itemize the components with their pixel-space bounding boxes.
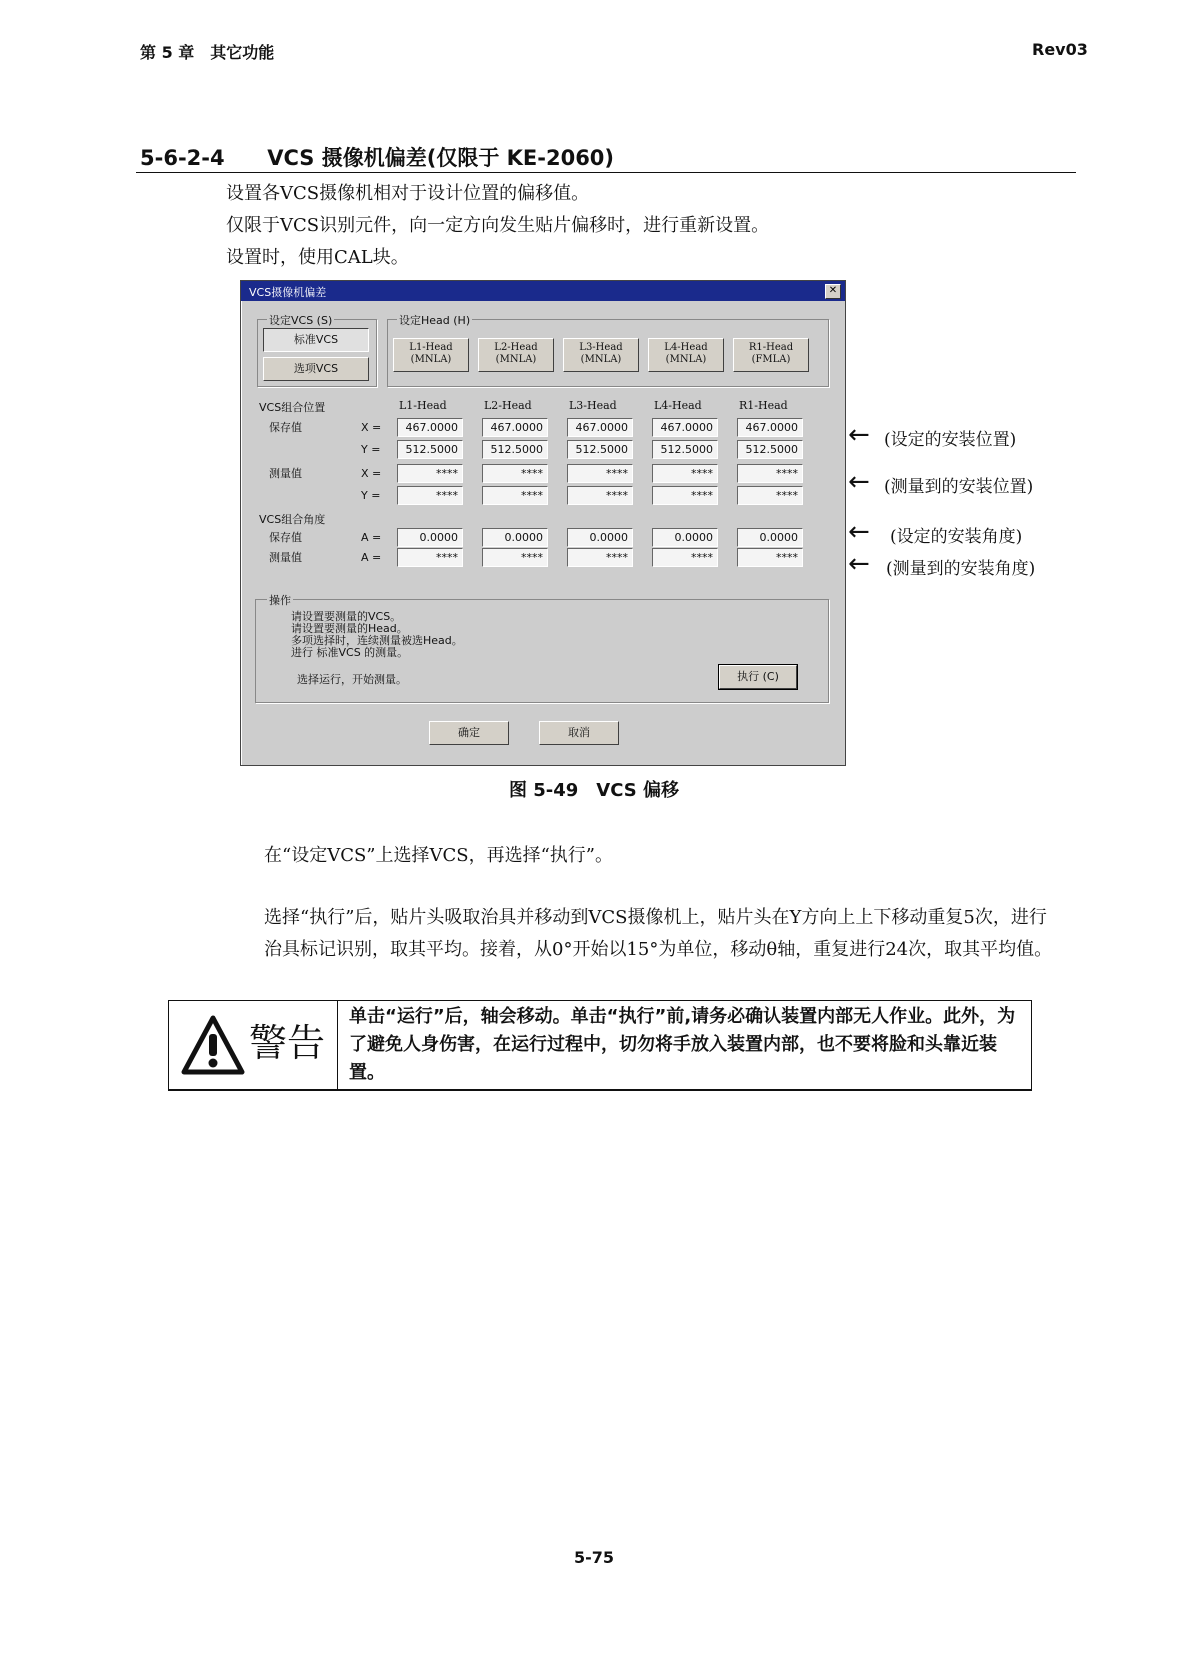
column-header: L3-Head	[569, 399, 617, 412]
execute-button[interactable]: 执行 (C)	[719, 665, 797, 689]
head-button-name: L4-Head	[664, 342, 708, 353]
y-label: Y =	[361, 443, 381, 456]
measured-x-field: ****	[737, 464, 803, 483]
saved-y-field[interactable]: 512.5000	[482, 440, 548, 459]
intro-line: 设置时，使用CAL块。	[226, 247, 409, 268]
saved-angle-field[interactable]: 0.0000	[567, 528, 633, 547]
head-button-l3[interactable]	[563, 338, 639, 372]
cancel-button[interactable]: 取消	[539, 721, 619, 745]
head-button-type: (MNLA)	[495, 354, 537, 365]
measured-x-field: ****	[397, 464, 463, 483]
measured-angle-field: ****	[397, 548, 463, 567]
section-name: VCS 摄像机偏差(仅限于 KE-2060)	[267, 146, 615, 170]
arrow-left-icon: ←	[848, 549, 870, 579]
saved-x-field[interactable]: 467.0000	[567, 418, 633, 437]
head-button-r1[interactable]	[733, 338, 809, 372]
saved-y-field[interactable]: 512.5000	[652, 440, 718, 459]
warning-label: 警告	[249, 1021, 326, 1065]
head-button-name: L3-Head	[579, 342, 623, 353]
saved-angle-label: 保存值	[269, 531, 302, 544]
x-label: X =	[361, 467, 382, 480]
measured-y-field: ****	[397, 486, 463, 505]
close-button[interactable]: ✕	[825, 284, 841, 299]
head-button-l4[interactable]	[648, 338, 724, 372]
dialog-title: VCS摄像机偏差	[249, 286, 327, 299]
intro-line: 仅限于VCS识别元件，向一定方向发生贴片偏移时，进行重新设置。	[226, 215, 770, 236]
measured-angle-field: ****	[567, 548, 633, 567]
saved-angle-field[interactable]: 0.0000	[737, 528, 803, 547]
chapter-header: 第 5 章 其它功能	[140, 43, 275, 62]
measured-y-field: ****	[567, 486, 633, 505]
x-label: X =	[361, 421, 382, 434]
measured-x-field: ****	[652, 464, 718, 483]
vcs-offset-dialog	[240, 280, 846, 766]
set-vcs-label: 设定VCS (S)	[269, 314, 333, 327]
head-button-type: (FMLA)	[751, 354, 791, 365]
arrow-left-icon: ←	[848, 420, 870, 450]
option-vcs-button[interactable]: 选项VCS	[263, 357, 369, 381]
operation-line: 请设置要测量的VCS。	[291, 610, 402, 623]
operation-label: 操作	[269, 594, 291, 607]
saved-x-field[interactable]: 467.0000	[397, 418, 463, 437]
column-header: L2-Head	[484, 399, 532, 412]
operation-line: 进行 标准VCS 的测量。	[291, 646, 409, 659]
measured-angle-field: ****	[652, 548, 718, 567]
section-title	[140, 142, 614, 172]
measured-y-field: ****	[652, 486, 718, 505]
head-button-name: L2-Head	[494, 342, 538, 353]
saved-x-field[interactable]: 467.0000	[737, 418, 803, 437]
column-header: L1-Head	[399, 399, 447, 412]
body-paragraph: 选择“执行”后，贴片头吸取治具并移动到VCS摄像机上，贴片头在Y方向上上下移动重复5次，进行治具标记识别，取其平均。接着，从0°开始以15°为单位，移动θ轴，重复进行24次，取其平均值。	[264, 907, 1053, 960]
annotation-set-position: (设定的安装位置)	[884, 430, 1017, 450]
figure-caption: 图 5-49 VCS 偏移	[508, 780, 679, 801]
column-header: L4-Head	[654, 399, 702, 412]
head-button-l1[interactable]	[393, 338, 469, 372]
arrow-left-icon: ←	[848, 517, 870, 547]
section-number: 5-6-2-4	[140, 146, 225, 170]
annotation-measured-angle: (测量到的安装角度)	[886, 559, 1036, 579]
revision-label: Rev03	[1032, 40, 1088, 59]
operation-line: 请设置要测量的Head。	[291, 622, 408, 635]
saved-angle-field[interactable]: 0.0000	[397, 528, 463, 547]
head-button-name: R1-Head	[748, 342, 794, 353]
head-button-type: (MNLA)	[410, 354, 452, 365]
head-button-type: (MNLA)	[665, 354, 707, 365]
set-head-label: 设定Head (H)	[399, 314, 471, 327]
operation-instructions	[291, 611, 463, 659]
warning-triangle-icon	[181, 1015, 245, 1075]
annotation-measured-position: (测量到的安装位置)	[884, 477, 1034, 497]
saved-x-field[interactable]: 467.0000	[652, 418, 718, 437]
dialog-titlebar	[241, 281, 845, 301]
operation-line: 多项选择时，连续测量被选Head。	[291, 634, 463, 647]
standard-vcs-button[interactable]: 标准VCS	[263, 328, 369, 352]
measured-value-label: 测量值	[269, 467, 302, 480]
a-label: A =	[361, 551, 382, 564]
ok-button[interactable]: 确定	[429, 721, 509, 745]
a-label: A =	[361, 531, 382, 544]
saved-x-field[interactable]: 467.0000	[482, 418, 548, 437]
saved-y-field[interactable]: 512.5000	[737, 440, 803, 459]
angle-group-label: VCS组合角度	[259, 513, 326, 526]
measured-y-field: ****	[482, 486, 548, 505]
head-button-l2[interactable]	[478, 338, 554, 372]
saved-angle-field[interactable]: 0.0000	[652, 528, 718, 547]
annotation-set-angle: (设定的安装角度)	[890, 527, 1023, 547]
head-button-type: (MNLA)	[580, 354, 622, 365]
intro-line: 设置各VCS摄像机相对于设计位置的偏移值。	[226, 183, 590, 204]
saved-value-label: 保存值	[269, 421, 302, 434]
warning-box	[168, 1000, 1032, 1091]
y-label: Y =	[361, 489, 381, 502]
saved-y-field[interactable]: 512.5000	[567, 440, 633, 459]
position-group-label: VCS组合位置	[259, 401, 326, 414]
measured-x-field: ****	[567, 464, 633, 483]
measured-y-field: ****	[737, 486, 803, 505]
head-button-name: L1-Head	[409, 342, 453, 353]
measured-x-field: ****	[482, 464, 548, 483]
page-number: 5-75	[573, 1548, 615, 1567]
arrow-left-icon: ←	[848, 467, 870, 497]
measured-angle-field: ****	[737, 548, 803, 567]
run-instruction: 选择运行，开始测量。	[297, 673, 407, 686]
saved-y-field[interactable]: 512.5000	[397, 440, 463, 459]
measured-angle-field: ****	[482, 548, 548, 567]
measured-angle-label: 测量值	[269, 551, 302, 564]
warning-label-cell	[169, 1001, 338, 1089]
body-paragraph: 在“设定VCS”上选择VCS，再选择“执行”。	[264, 845, 614, 866]
section-rule	[136, 172, 1076, 173]
column-header: R1-Head	[739, 399, 788, 412]
saved-angle-field[interactable]: 0.0000	[482, 528, 548, 547]
warning-text: 单击“运行”后，轴会移动。单击“执行”前,请务必确认装置内部无人作业。此外，为了避免人身伤害，在运行过程中，切勿将手放入装置内部，也不要将脸和头靠近装置。	[349, 1006, 1016, 1083]
intro-text	[226, 178, 769, 274]
